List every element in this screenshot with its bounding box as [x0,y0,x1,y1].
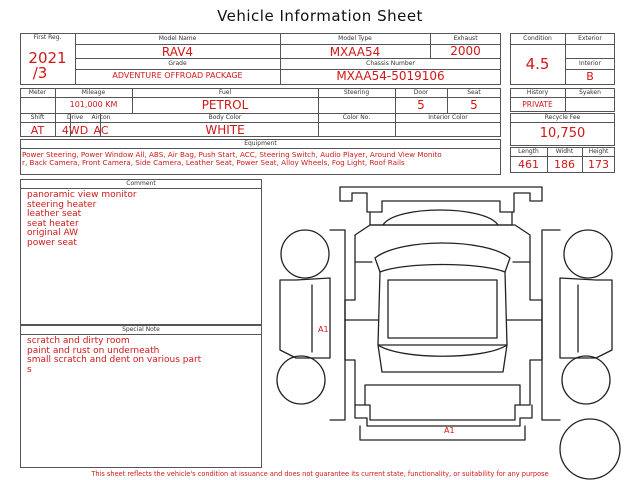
history-label: History [526,89,549,96]
fuel-label: Fuel [218,89,232,96]
history-value: PRIVATE [522,100,553,109]
wheel-front-right [564,230,612,278]
wheel-rear-right [562,356,610,404]
special-note-line: paint and rust on underneath [27,345,160,356]
drive-value: 4WD [61,124,89,137]
door-label: Door [413,89,429,96]
damage-mark-side: A1 [318,325,329,334]
seat-value: 5 [470,98,478,112]
interior-color-label: Interior Color [428,114,468,121]
body-color-value: WHITE [205,123,245,137]
fuel-value: PETROL [201,98,249,112]
comment-list [27,191,137,248]
exterior-label: Exterior [578,35,602,42]
chassis-number-label: Chassis Number [366,60,415,67]
left-side-panel [280,230,345,420]
first-reg-year: 2021 [28,49,67,67]
shift-label: Shift [30,114,45,121]
length-value: 461 [518,158,539,171]
comment-line: leather seat [27,209,82,219]
height-label: Height [588,148,609,155]
syaken-label: Syaken [579,89,601,96]
drive-label: Drive [67,114,83,121]
interior-value: B [586,70,594,83]
comment-label: Comment [126,180,156,187]
model-name-label: Model Name [158,35,197,42]
front-section [340,187,542,225]
chassis-number-value: MXAA54-5019106 [336,69,445,83]
interior-label: Interior [579,60,601,67]
sheet-title: Vehicle Information Sheet [217,7,423,25]
body-color-label: Body Color [208,114,242,121]
model-type-value: MXAA54 [329,45,381,59]
special-note-list [27,337,201,375]
condition-grade: 4.5 [525,55,550,73]
width-label: Widht [555,148,574,155]
damage-mark-rear: A1 [444,426,455,435]
special-note-line: s [27,364,32,375]
special-note-label: Special Note [122,326,160,333]
mileage-label: Mileage [81,89,106,96]
first-reg-label: First Reg. [33,34,62,41]
special-note-line: small scratch and dent on various part [27,355,202,365]
grade-label: Grade [168,60,187,67]
comment-line: steering heater [27,199,97,210]
wheel-rear-left [277,356,325,404]
wheel-front-left [281,230,329,278]
width-value: 186 [554,158,575,171]
grade-value: ADVENTURE OFFROAD PACKAGE [112,71,243,80]
seat-label: Seat [467,89,481,96]
recycle-fee-label: Recycle Fee [544,114,581,121]
special-note-line: scratch and dirty room [27,336,130,346]
steering-label: Steering [343,89,370,96]
condition-label: Condition [523,35,552,42]
meter-label: Meter [28,89,47,96]
disclaimer-footer: This sheet reflects the vehicle's condition at issuance and does not guarantee its current state, functionality, or suitability for any purpose [91,470,549,478]
door-value: 5 [417,98,425,112]
length-label: Length [518,148,539,155]
first-reg-month: /3 [32,64,48,82]
aircon-value: AC [93,124,109,137]
shift-value: AT [30,124,45,137]
comment-line: panoramic view monitor [27,190,137,200]
mileage-value: 101,000 KM [69,100,118,109]
color-no-label: Color No. [342,114,371,121]
aircon-label: Aircon [91,114,111,121]
comment-line: power seat [27,237,77,248]
exhaust-label: Exhaust [453,35,478,42]
right-side-panel [542,230,612,420]
comment-line: original AW [27,228,79,238]
model-type-label: Model Type [338,35,372,42]
model-name-value: RAV4 [161,45,194,59]
exhaust-value: 2000 [450,44,481,58]
comment-line: seat heater [27,218,79,229]
equipment-label: Equipment [244,140,277,147]
equipment-text: Power Steering, Power Window All, ABS, Air Bag, Push Start, ACC, Steering Switch, Audio Player, Around View Monitor, Back Camera, Front Camera, Side Camera, Leather Seat, Power Seat, Alloy Wheels, Fog Light, Roof Rails [22,150,442,168]
height-value: 173 [588,158,609,171]
car-body [345,225,542,420]
recycle-fee-value: 10,750 [539,126,586,141]
